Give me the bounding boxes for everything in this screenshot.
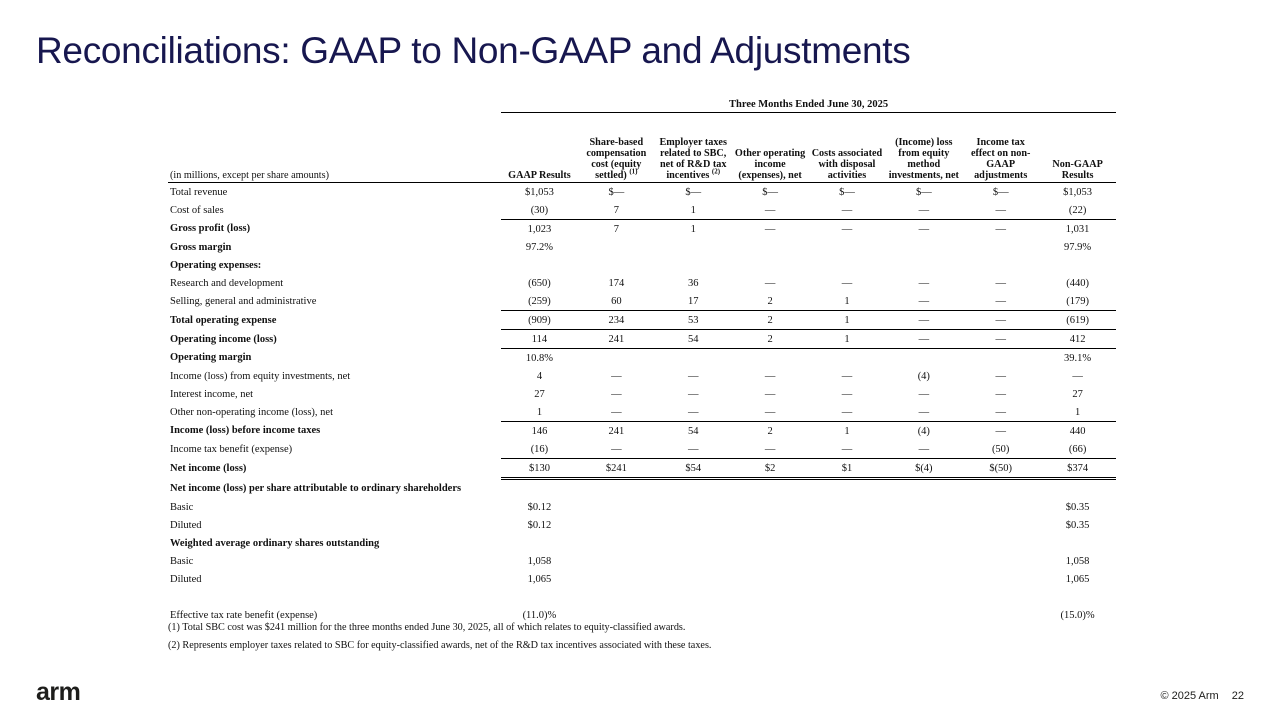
table-cell (732, 238, 809, 256)
table-cell: — (841, 277, 853, 289)
table-row (168, 330, 1116, 349)
table-cell: (259) (528, 295, 551, 307)
table-cell (885, 349, 962, 368)
table-cell: 241 (578, 330, 655, 349)
row-label: Net income (loss) per share attributable to ordinary shareholders (170, 482, 462, 494)
table-cell: $1 (809, 459, 886, 479)
table-cell: $241 (578, 459, 655, 479)
table-cell: — (841, 443, 853, 455)
table-cell (578, 570, 655, 588)
table-cell (578, 479, 655, 499)
table-cell: $0.35 (1065, 501, 1090, 513)
table-cell (732, 256, 809, 274)
table-row (168, 274, 1116, 292)
table-cell: 1,065 (527, 573, 552, 585)
table-cell (732, 479, 809, 499)
table-cell (1039, 534, 1116, 552)
table-cell (578, 516, 655, 534)
table-cell (809, 552, 886, 570)
table-cell: 1,065 (1065, 573, 1090, 585)
table-cell: 174 (608, 277, 625, 289)
table-cell: 4 (536, 370, 543, 382)
units-label: (in millions, except per share amounts) (168, 113, 501, 183)
row-label: Interest income, net (170, 388, 254, 400)
table-cell: — (885, 311, 962, 330)
table-cell: $130 (501, 459, 578, 479)
row-label: Income (loss) before income taxes (170, 425, 321, 437)
table-cell (578, 349, 655, 368)
table-cell (732, 534, 809, 552)
table-cell: (4) (885, 422, 962, 441)
table-row (168, 534, 1116, 552)
table-cell (809, 606, 886, 624)
page-number: 22 (1231, 690, 1244, 702)
row-label: Income (loss) from equity investments, net (170, 370, 351, 382)
column-header: Employer taxes related to SBC, net of R&D tax incentives $^{(2)}$ (655, 113, 732, 183)
table-cell: 7 (578, 220, 655, 239)
page-title: Reconciliations: GAAP to Non-GAAP and Adjustments (36, 30, 911, 71)
table-cell (732, 606, 809, 624)
row-label: Operating income (loss) (170, 333, 277, 345)
table-row (168, 552, 1116, 570)
table-row (168, 292, 1116, 311)
table-row (168, 367, 1116, 385)
table-row (168, 349, 1116, 368)
row-label: Research and development (170, 277, 284, 289)
row-label: Total operating expense (170, 314, 277, 326)
table-cell: 1 (809, 422, 886, 441)
table-cell: 2 (767, 295, 773, 307)
table-cell: 1,023 (501, 220, 578, 239)
table-cell (962, 516, 1039, 534)
table-cell: 39.1% (1039, 349, 1116, 368)
table-cell: 234 (578, 311, 655, 330)
table-cell (809, 516, 886, 534)
table-cell: $54 (655, 459, 732, 479)
column-header: (Income) loss from equity method investments, net (885, 113, 962, 183)
row-label: Operating expenses: (170, 259, 262, 271)
table-cell: — (962, 330, 1039, 349)
table-cell: — (687, 388, 699, 400)
table-cell: — (918, 406, 930, 418)
table-cell: — (687, 370, 699, 382)
table-cell (655, 479, 732, 499)
table-cell: $— (839, 186, 855, 198)
table-cell: (50) (991, 443, 1010, 455)
table-cell (962, 238, 1039, 256)
table-cell: 17 (687, 295, 699, 307)
table-cell (885, 534, 962, 552)
table-cell (655, 570, 732, 588)
table-cell (578, 534, 655, 552)
table-cell (962, 479, 1039, 499)
table-cell (962, 349, 1039, 368)
table-cell: (909) (501, 311, 578, 330)
table-cell: — (764, 370, 776, 382)
table-cell: 54 (655, 422, 732, 441)
table-cell: $0.12 (527, 519, 552, 531)
table-cell: — (764, 388, 776, 400)
table-cell: — (841, 406, 853, 418)
table-cell (578, 498, 655, 516)
row-label: Basic (170, 555, 194, 567)
column-header: Income tax effect on non-GAAP adjustments (962, 113, 1039, 183)
table-cell: — (611, 406, 622, 418)
table-cell (655, 349, 732, 368)
table-cell: — (841, 204, 853, 216)
table-cell (1039, 479, 1116, 499)
table-cell (1039, 256, 1116, 274)
row-label: Diluted (170, 573, 202, 585)
table-cell (578, 238, 655, 256)
row-label: Other non-operating income (loss), net (170, 406, 333, 418)
table-cell: 97.9% (1064, 241, 1092, 253)
table-cell (655, 238, 732, 256)
table-cell (809, 498, 886, 516)
table-row (168, 201, 1116, 220)
table-cell (655, 256, 732, 274)
table-cell: — (995, 370, 1006, 382)
table-cell: — (995, 388, 1006, 400)
table-cell: — (995, 295, 1006, 307)
table-cell (809, 256, 886, 274)
spacer-row (168, 588, 1116, 606)
table-row (168, 459, 1116, 479)
row-label: Diluted (170, 519, 202, 531)
table-cell: — (611, 443, 622, 455)
column-header: Share-based compensation cost (equity settled) $^{(1)}$ (578, 113, 655, 183)
table-cell (732, 570, 809, 588)
table-row (168, 422, 1116, 441)
table-cell: — (764, 204, 776, 216)
table-cell: 1 (536, 406, 543, 418)
table-cell: $2 (732, 459, 809, 479)
reconciliation-table-container (168, 96, 1116, 624)
table-cell: $1,053 (1063, 186, 1093, 198)
row-label: Cost of sales (170, 204, 224, 216)
table-row (168, 516, 1116, 534)
table-cell: (650) (528, 277, 551, 289)
table-cell: 54 (655, 330, 732, 349)
table-cell: — (611, 388, 622, 400)
table-cell: — (962, 422, 1039, 441)
table-cell: 36 (687, 277, 699, 289)
table-cell: 1 (844, 295, 850, 307)
table-cell (962, 570, 1039, 588)
row-label: Operating margin (170, 352, 252, 364)
footnotes (168, 620, 711, 656)
table-cell: — (918, 277, 930, 289)
table-cell: 2 (732, 311, 809, 330)
table-cell: 53 (655, 311, 732, 330)
table-cell (501, 479, 578, 499)
reconciliation-table (168, 96, 1116, 624)
table-cell: $— (992, 186, 1009, 198)
table-cell: 2 (732, 422, 809, 441)
table-cell: — (918, 388, 930, 400)
table-cell: (619) (1039, 311, 1116, 330)
table-cell (885, 498, 962, 516)
table-cell (809, 479, 886, 499)
table-cell: — (841, 370, 853, 382)
table-cell: $(50) (962, 459, 1039, 479)
table-row (168, 220, 1116, 239)
table-cell: 1 (690, 204, 696, 216)
table-row (168, 311, 1116, 330)
table-cell: $— (915, 186, 932, 198)
table-cell: — (885, 330, 962, 349)
table-cell (885, 238, 962, 256)
column-header: GAAP Results (501, 113, 578, 183)
table-cell: $(4) (885, 459, 962, 479)
table-cell (962, 606, 1039, 624)
table-cell: 1 (809, 311, 886, 330)
table-cell: — (962, 220, 1039, 239)
table-cell: — (885, 220, 962, 239)
table-cell: — (764, 406, 776, 418)
table-cell: — (962, 311, 1039, 330)
table-cell (732, 516, 809, 534)
table-cell: $1,053 (525, 186, 554, 198)
table-cell: 2 (732, 330, 809, 349)
table-cell (655, 552, 732, 570)
table-cell (885, 479, 962, 499)
table-cell (885, 256, 962, 274)
table-cell (962, 534, 1039, 552)
table-cell: 60 (611, 295, 622, 307)
footnote-1: (1) Total SBC cost was $241 million for the three months ended June 30, 2025, all of which relates to equity-classified awards. (168, 622, 686, 633)
table-cell: — (732, 220, 809, 239)
table-cell: — (918, 204, 930, 216)
row-label: Selling, general and administrative (170, 295, 317, 307)
table-cell: (22) (1068, 204, 1087, 216)
column-header: Non-GAAP Results (1039, 113, 1116, 183)
table-row (168, 385, 1116, 403)
table-cell (885, 606, 962, 624)
table-cell: 1 (655, 220, 732, 239)
table-cell: $374 (1039, 459, 1116, 479)
table-cell: — (995, 204, 1006, 216)
table-row (168, 238, 1116, 256)
table-cell: — (764, 277, 776, 289)
table-cell: — (809, 220, 886, 239)
table-cell (501, 256, 578, 274)
column-header: Costs associated with disposal activities (809, 113, 886, 183)
table-row (168, 498, 1116, 516)
table-cell (885, 552, 962, 570)
table-cell: 412 (1039, 330, 1116, 349)
table-cell: 1,058 (527, 555, 552, 567)
table-cell: (440) (1066, 277, 1089, 289)
row-label: Gross profit (loss) (170, 223, 251, 235)
table-row (168, 403, 1116, 422)
table-cell (655, 516, 732, 534)
footer-copyright (1160, 690, 1244, 702)
table-cell: 10.8% (501, 349, 578, 368)
row-label: Weighted average ordinary shares outstanding (170, 537, 380, 549)
table-cell (962, 256, 1039, 274)
table-cell (655, 534, 732, 552)
table-cell: 440 (1039, 422, 1116, 441)
table-cell (962, 552, 1039, 570)
table-cell (578, 256, 655, 274)
row-label: Basic (170, 501, 194, 513)
row-label: Net income (loss) (170, 463, 247, 474)
period-header: Three Months Ended June 30, 2025 (501, 96, 1116, 113)
table-cell: $0.12 (527, 501, 552, 513)
table-cell (655, 498, 732, 516)
table-cell: 146 (501, 422, 578, 441)
table-cell: (4) (917, 370, 930, 382)
table-cell (732, 552, 809, 570)
table-cell: — (1072, 370, 1083, 382)
table-row (168, 183, 1116, 202)
table-cell: (11.0)% (522, 609, 557, 621)
table-cell: 27 (1072, 388, 1083, 400)
table-cell: — (687, 406, 699, 418)
table-cell: 1 (1074, 406, 1081, 418)
table-cell (962, 498, 1039, 516)
table-cell: 241 (578, 422, 655, 441)
table-cell: 1 (809, 330, 886, 349)
table-cell: 1,031 (1039, 220, 1116, 239)
table-row (168, 570, 1116, 588)
arm-logo: arm (36, 678, 81, 706)
footnote-2: (2) Represents employer taxes related to SBC for equity-classified awards, net of the R&D tax incentives associated with these taxes. (168, 640, 712, 651)
table-cell: 114 (501, 330, 578, 349)
table-cell: — (687, 443, 699, 455)
table-cell (809, 570, 886, 588)
table-cell: $0.35 (1065, 519, 1090, 531)
table-cell (809, 238, 886, 256)
table-cell: 27 (534, 388, 545, 400)
table-cell (809, 534, 886, 552)
table-cell: — (918, 443, 930, 455)
table-cell: (66) (1068, 443, 1087, 455)
table-cell (885, 516, 962, 534)
table-cell: $— (685, 186, 702, 198)
table-cell: (15.0)% (1060, 609, 1095, 621)
table-cell: 1,058 (1065, 555, 1090, 567)
table-cell: 97.2% (525, 241, 553, 253)
table-cell (501, 534, 578, 552)
table-cell (885, 570, 962, 588)
table-cell: — (995, 277, 1006, 289)
table-cell: — (918, 295, 930, 307)
table-cell: (30) (530, 204, 549, 216)
table-cell: — (995, 406, 1006, 418)
table-cell: 7 (613, 204, 619, 216)
table-cell: — (841, 388, 853, 400)
row-label: Effective tax rate benefit (expense) (170, 609, 318, 621)
table-row (168, 256, 1116, 274)
table-cell: $— (762, 186, 778, 198)
row-label: Income tax benefit (expense) (170, 443, 293, 455)
table-cell: — (611, 370, 622, 382)
column-header: Other operating income (expenses), net (732, 113, 809, 183)
copyright-text: © 2025 Arm (1160, 690, 1219, 702)
table-cell (732, 498, 809, 516)
table-cell (578, 552, 655, 570)
table-row (168, 479, 1116, 499)
row-label: Total revenue (170, 186, 228, 198)
row-label: Gross margin (170, 241, 232, 253)
table-row (168, 440, 1116, 459)
table-cell: (16) (530, 443, 549, 455)
table-cell (809, 349, 886, 368)
table-cell: (179) (1066, 295, 1089, 307)
table-cell: — (764, 443, 776, 455)
table-cell (732, 349, 809, 368)
table-cell: $— (608, 186, 625, 198)
